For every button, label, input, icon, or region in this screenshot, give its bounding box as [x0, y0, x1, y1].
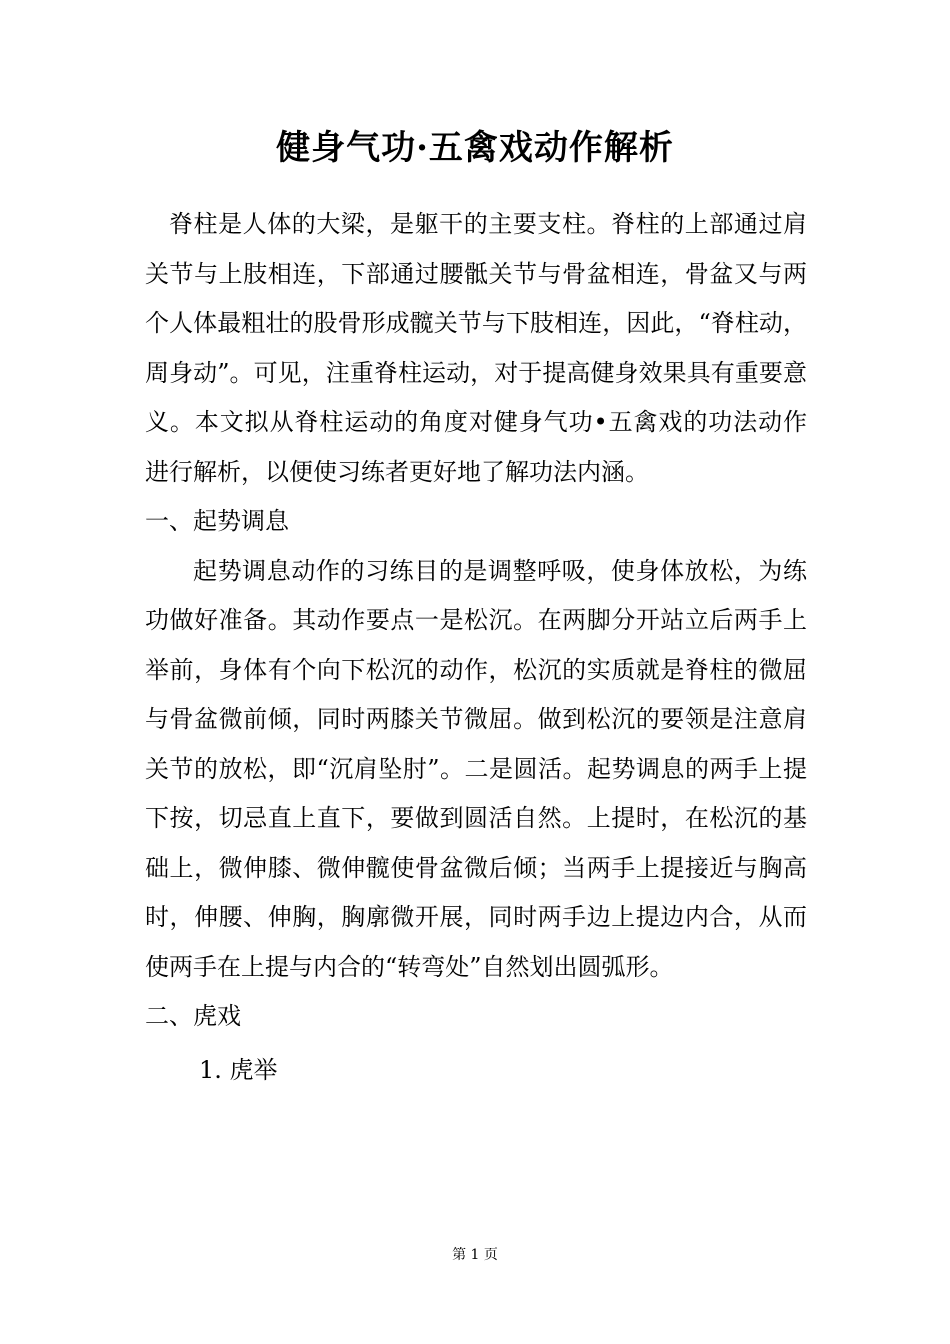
page-number: 第 1 页 [452, 1247, 498, 1263]
section-paragraph-qishi: 起势调息动作的习练目的是调整呼吸，使身体放松，为练功做好准备。其动作要点一是松沉。在两脚分开站立后两手上举前，身体有个向下松沉的动作，松沉的实质就是脊柱的微屈与骨盆微前倾，同时两膝关节微屈。做到松沉的要领是注意肩关节的放松，即“沉肩坠肘”。二是圆活。起势调息的两手上提下按，切忌直上直下，要做到圆活自然。上提时，在松沉的基础上，微伸膝、微伸髋使骨盆微后倾；当两手上提接近与胸高时，伸腰、伸胸，胸廓微开展，同时两手边上提边内合，从而使两手在上提与内合的“转弯处”自然划出圆弧形。 [145, 556, 807, 981]
page-title: 健身气功·五禽戏动作解析 [276, 128, 674, 168]
section-heading-qishi: 一、起势调息 [145, 507, 289, 535]
section-heading-huxi: 二、虎戏 [145, 1002, 241, 1030]
subsection-heading-huju: 1. 虎举 [199, 1055, 278, 1084]
intro-paragraph: 脊柱是人体的大梁，是躯干的主要支柱。脊柱的上部通过肩关节与上肢相连，下部通过腰骶关节与骨盆相连，骨盆又与两个人体最粗壮的股骨形成髋关节与下肢相连，因此，“脊柱动，周身动”。可见，注重脊柱运动，对于提高健身效果具有重要意义。本文拟从脊柱运动的角度对健身气功•五禽戏的功法动作进行解析，以便使习练者更好地了解功法内涵。 [145, 210, 807, 486]
document-body [145, 200, 807, 1095]
